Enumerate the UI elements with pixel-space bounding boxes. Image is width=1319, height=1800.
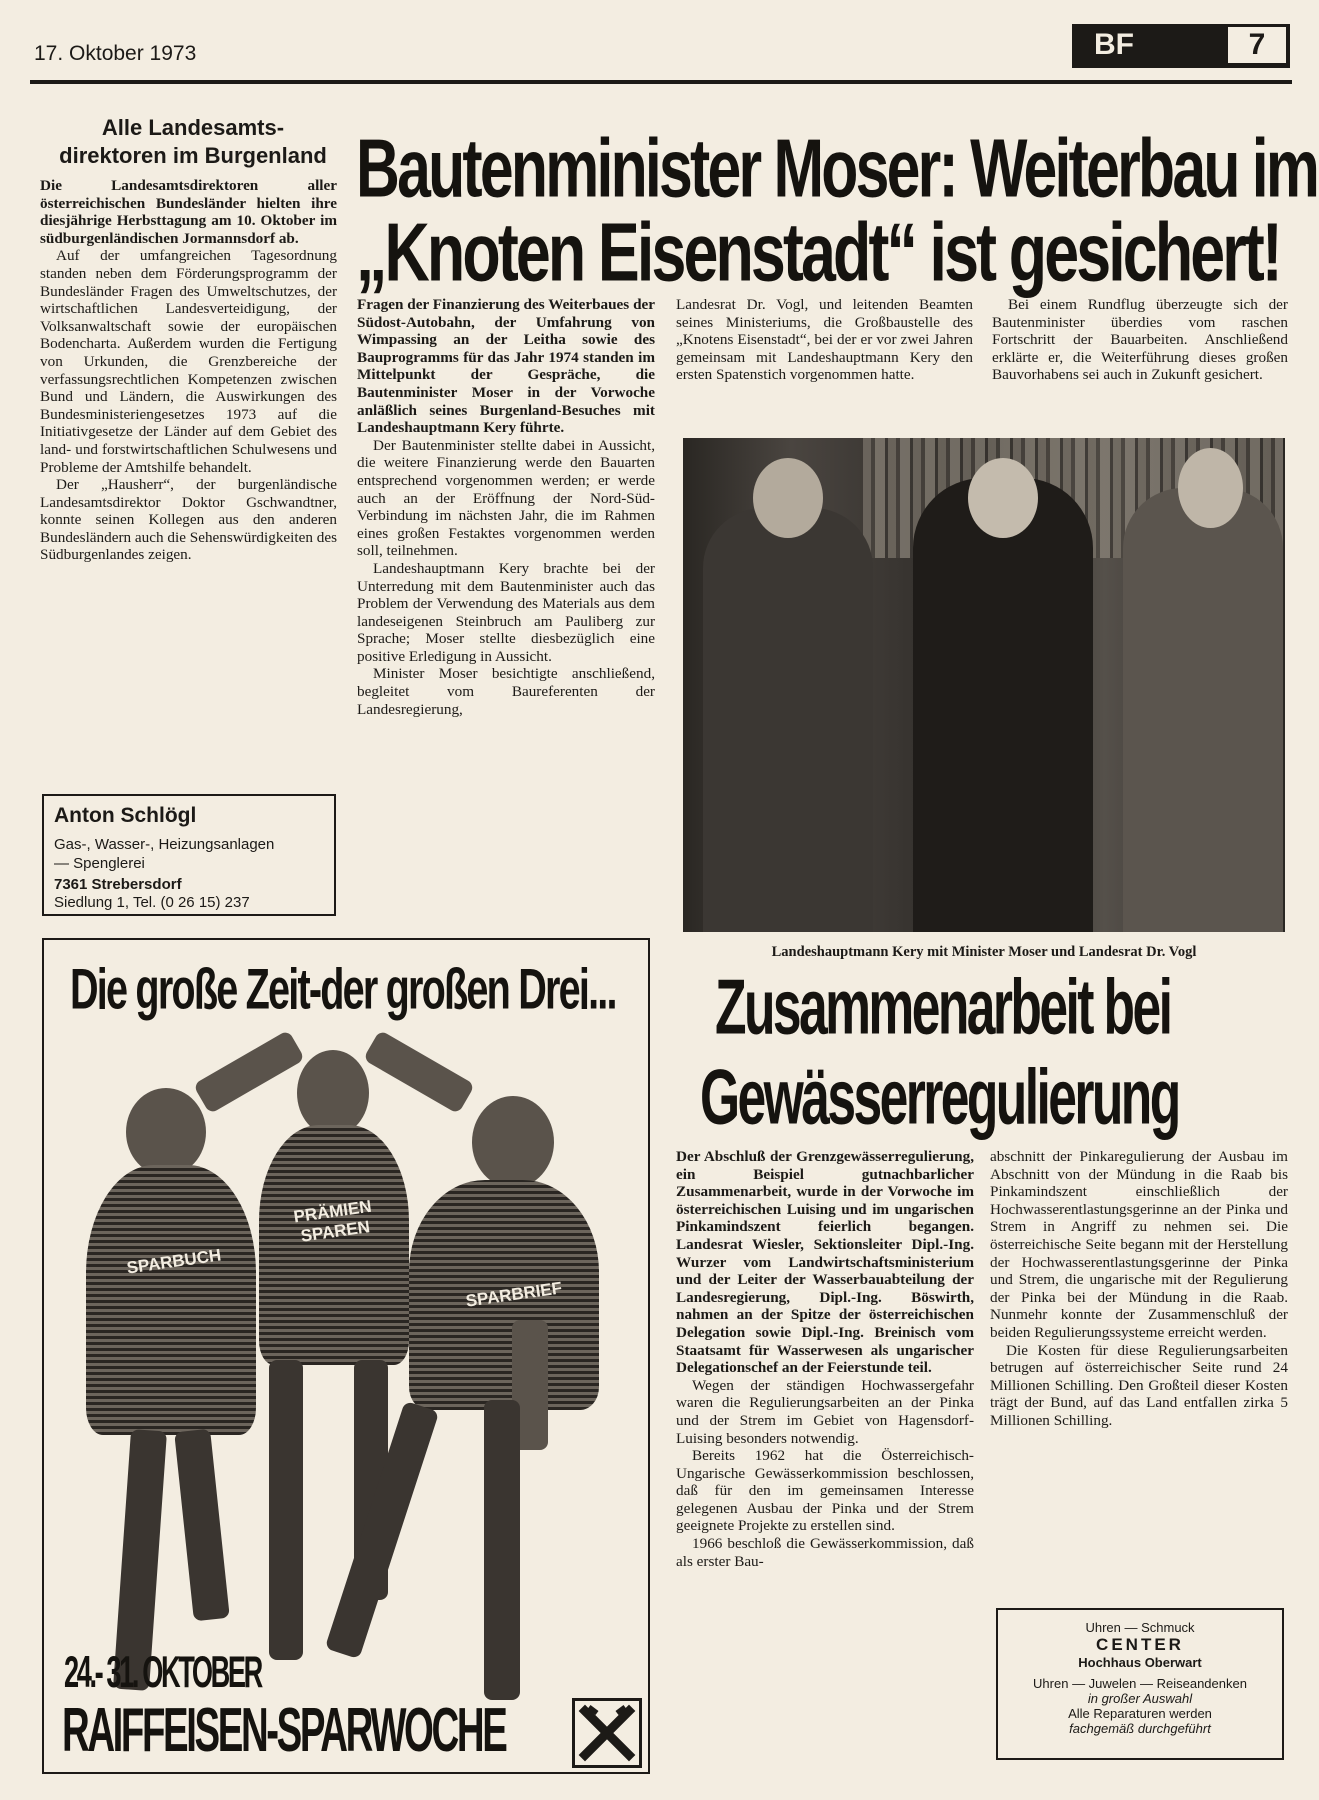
photo-caption: Landeshauptmann Kery mit Minister Moser und Landesrat Dr. Vogl (771, 944, 1197, 960)
issue-date: 17. Oktober 1973 (34, 42, 197, 65)
main-article-col4 (992, 296, 1288, 384)
ad-center-line3: Uhren — Juwelen — Reiseandenken (1033, 1676, 1247, 1691)
left-article-title (48, 114, 338, 170)
ad-raiffeisen-dates: 24.- 31. OKTOBER (64, 1648, 261, 1698)
ad-raiffeisen (42, 938, 650, 1774)
main-article-col3 (676, 296, 973, 384)
photo-face-right (1178, 448, 1243, 528)
main-headline-line1: Bautenminister Moser: Weiterbau im (356, 121, 1318, 214)
ad-raiffeisen-title: RAIFFEISEN-SPARWOCHE (62, 1696, 506, 1766)
ad-schloegl-name: Anton Schlögl (54, 804, 197, 827)
ad-center-name: CENTER (1096, 1635, 1184, 1654)
figure2-badge: PRÄMIEN SPAREN (292, 1196, 373, 1246)
figure2-arm-left (193, 1030, 305, 1114)
photo-face-left (753, 458, 823, 538)
left-article-paragraph-1: Auf der umfangreichen Tagesordnung standen neben dem Förderungsprogramm der Bundesländer Fragen des Umweltschutzes, der wirtschaftlichen Landesverteidigung, der Volksanwaltschaft sowie der europäischen Bodencharta. Außerdem wurden die Fertigung von Urkunden, die Grenzbereiche der verfassungsrechtlichen Kompetenzen zwischen Bund und Ländern, die Auswirkungen des Bundesministeriengesetzes 1973 auf die Initiativgesetze der Länder auf dem Gebiet des land- und forstwirtschaftlichen Schulwesens und Probleme der Amtshilfe behandelt. (40, 247, 337, 476)
second-article-paragraph-1: Wegen der ständigen Hochwassergefahr waren die Regulierungsarbeiten an der Pinka und der Strem im Gebiet von Hagensdorf-Luising besonders notwendig. (676, 1376, 974, 1447)
paper-name: BF (1094, 28, 1134, 61)
figure2-arm-right (363, 1030, 475, 1114)
main-article-col1 (357, 296, 655, 718)
page-number: 7 (1228, 27, 1286, 63)
ad-center-line4: in großer Auswahl (1087, 1691, 1193, 1706)
figure2-body (259, 1125, 409, 1365)
photo-person-center (913, 478, 1093, 932)
main-article-col4-text: Bei einem Rundflug überzeugte sich der Bautenminister überdies vom raschen Fortschritt der Bauarbeiten. Anschließend erklärte er, die Weiterführung dieses großen Bauvorhabens sei auch in Zukunft gesichert. (992, 296, 1288, 384)
ad-center-line6: fachgemäß durchgeführt (1069, 1721, 1211, 1736)
figure3-head (472, 1096, 554, 1188)
second-article-lead: Der Abschluß der Grenzgewässerregulierung, ein Beispiel gutnachbarlicher Zusammenarbeit, wurde in der Vorwoche im österreichischen Luising und im ungarischen Pinkamindszent feierlich begangen. Landesrat Wiesler, Sektionsleiter Dipl.-Ing. Wurzer vom Landwirtschaftsministerium und der Leiter der Wasserbauabteilung der Landesregierung, Dipl.-Ing. Böswirth, nahmen an der Spitze der österreichischen Delegation sowie Dipl.-Ing. Breinisch vom Staatsamt für Wasserwesen als ungarischer Delegationschef an der Feierstunde teil. (676, 1148, 974, 1377)
second-headline-line1: Zusammenarbeit bei (715, 963, 1171, 1051)
masthead-badge (1072, 24, 1290, 68)
left-title-line1: Alle Landesamts- (101, 115, 285, 140)
figure2-head (297, 1050, 369, 1136)
second-article-col1 (676, 1148, 974, 1570)
left-article-paragraph-2: Der „Hausherr“, der burgenländische Landesamtsdirektor Doktor Gschwandtner, konnte seinen Kollegen aus den anderen Bundesländern auch die Sehenswürdigkeiten des Südburgenlandes zeigen. (40, 476, 337, 564)
photo-person-right (1123, 488, 1283, 932)
main-article-paragraph-2: Landeshauptmann Kery brachte bei der Unterredung mit dem Bautenminister auch das Problem der Verwendung des Materials aus dem landeseigenen Steinbruch am Pauliberg zur Sprache; Moser stellte diesbezüglich eine positive Erledigung in Aussicht. (357, 559, 655, 665)
figure3-badge: SPARBRIEF (464, 1278, 564, 1311)
second-article-paragraph-3: 1966 beschloß die Gewässerkommission, daß als erster Bau- (676, 1535, 974, 1570)
second-article-paragraph-2: Bereits 1962 hat die Österreichisch-Ungarische Gewässerkommission beschlossen, daß für den im gemeinsamen Interesse gelegenen Ausbau der Pinka und der Strem geeignete Projekte zu erstellen sind. (676, 1447, 974, 1535)
figure1-badge: SPARBUCH (125, 1245, 223, 1278)
ad-center-line5: Alle Reparaturen werden (1068, 1706, 1212, 1721)
main-article-paragraph-3: Minister Moser besichtigte anschließend, begleitet vom Baureferenten der Landesregierung, (357, 665, 655, 718)
main-article-lead: Fragen der Finanzierung des Weiterbaues der Südost-Autobahn, der Umfahrung von Wimpassing an der Leitha sowie des Bauprogramms für das Jahr 1974 standen im Mittelpunkt der Gespräche, die Bautenminister Moser in der Vorwoche anläßlich seines Burgenland-Besuches mit Landeshauptmann Kery führte. (357, 296, 655, 437)
raiffeisen-logo-icon (572, 1698, 642, 1768)
left-article-lead: Die Landesamtsdirektoren aller österreichischen Bundesländer hielten ihre diesjährige Herbsttagung am 10. Oktober im südburgenländischen Jormannsdorf ab. (40, 177, 337, 247)
second-article-col2-text-a: abschnitt der Pinkaregulierung der Ausbau im Abschnitt von der Mündung in die Raab bis Pinkamindszent einschließlich der Hochwasserentlastungsgerinne an der Pinka und Strem in Angriff zu nehmen sei. Die österreichische Seite begann mit der Herstellung der Hochwasserentlastungsgerinne der Pinka und Strem, die ungarische mit der Regulierung der Pinka bei der Mündung in die Raab. Nunmehr konnte der Zusammenschluß der beiden Regulierungssysteme erreicht werden. (990, 1148, 1288, 1341)
ad-center (996, 1608, 1284, 1760)
second-article-col2 (990, 1148, 1288, 1430)
ad-raiffeisen-slogan: Die große Zeit-der großen Drei... (70, 958, 616, 1022)
second-article-col2-text-b: Die Kosten für diese Regulierungsarbeiten betrugen auf österreichischer Seite rund 24 Millionen Schilling. Den Großteil dieser Kosten trägt der Bund, auf das Land entfallen zirka 5 Millionen Schilling. (990, 1341, 1288, 1429)
figure1-head (126, 1088, 206, 1176)
second-headline-line2: Gewässerregulierung (700, 1053, 1179, 1141)
ad-center-line2: Hochhaus Oberwart (1078, 1655, 1202, 1670)
ad-schloegl-line3: 7361 Strebersdorf (54, 876, 182, 893)
figure1-leg-right (174, 1429, 230, 1622)
header-rule (30, 80, 1292, 84)
figure1-body (86, 1165, 256, 1435)
photo-person-left (703, 508, 873, 932)
photo-face-center (968, 458, 1038, 538)
figure2-leg-left (269, 1360, 303, 1660)
photo-minister-meeting (683, 438, 1285, 932)
ad-schloegl (42, 794, 336, 916)
main-article-col3-text: Landesrat Dr. Vogl, und leitenden Beamten seines Ministeriums, die Großbaustelle des „Knotens Eisenstadt“, bei der er vor zwei Jahren gemeinsam mit Landeshauptmann Kery den ersten Spatenstich vorgenommen hatte. (676, 296, 973, 384)
ad-schloegl-line2: — Spenglerei (54, 855, 145, 872)
left-title-line2: direktoren im Burgenland (59, 143, 327, 168)
figure3-leg-right (484, 1400, 520, 1700)
ad-center-line1: Uhren — Schmuck (1085, 1620, 1195, 1635)
main-article-paragraph-1: Der Bautenminister stellte dabei in Aussicht, die weitere Finanzierung werde den Bauarten entsprechend vorgenommen werden; er werde auch an der Eröffnung der Nord-Süd-Verbindung im nächsten Jahr, die im Rahmen eines großen Festaktes vorgenommen werden soll, teilnehmen. (357, 436, 655, 560)
left-article-body (40, 177, 337, 564)
ad-schloegl-line4: Siedlung 1, Tel. (0 26 15) 237 (54, 894, 250, 911)
main-headline-line2: „Knoten Eisenstadt“ ist gesichert! (356, 205, 1280, 298)
ad-schloegl-line1: Gas-, Wasser-, Heizungsanlagen (54, 836, 275, 853)
